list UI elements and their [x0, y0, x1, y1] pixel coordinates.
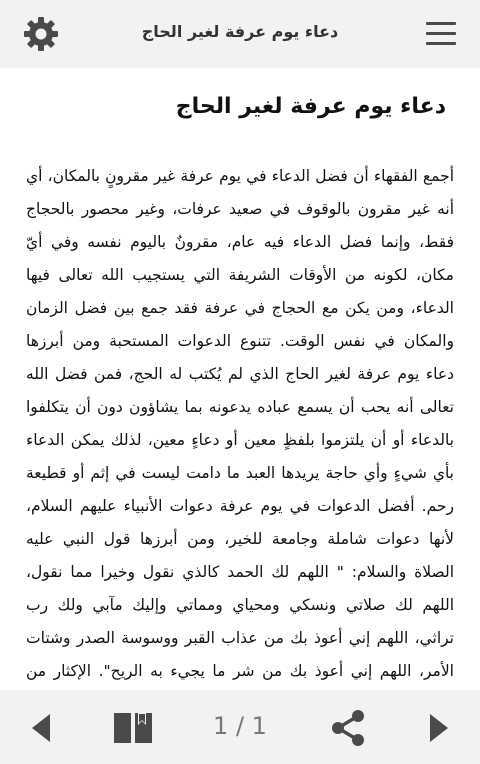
- article-body: أجمع الفقهاء أن فضل الدعاء في يوم عرفة غير مقرونٍ بالمكان، أي أنه غير مقرون بالوقوف في صعيد عرفات، وغير محصور بالحجاج فقط، وإنما فضل الدعاء فيه عام، مقرونٌ باليوم نفسه وفي أيّ مكان، لكونه من الأوقات الشريفة التي يستجيب الله تعالى فيها الدعاء، ومن يكن مع الحجاج في عرفة فقد جمع بين فضل الزمان والمكان في نفس الوقت. تتنوع الدعوات المستحبة ومن أبرزها دعاء يوم عرفة لغير الحاج الذي لم يُكتب له الحج، فمن فضل الله تعالى أنه يحب أن يسمع عباده يدعونه بما يشاؤون دون أن يتكلفوا بالدعاء أو أن يلتزموا بلفظٍ معين أو دعاءٍ معين، لذلك يمكن الدعاء بأي شيءٍ وأي حاجة يريدها العبد ما دامت ليست في إثم أو قطيعة رحم. أفضل الدعوات في يوم عرفة دعوات الأنبياء عليهم السلام، لأنها دعوات شاملة وجامعة للخير، ومن أبرزها قول النبي عليه الصلاة والسلام: " اللهم لك الحمد كالذي نقول وخيرا مما نقول، اللهم لك صلاتي ونسكي ومحياي ومماتي وإليك مآبي ولك رب تراثي، اللهم إني أعوذ بك من عذاب القبر ووسوسة الصدر وشتات الأمر، اللهم إني أعوذ بك من شر ما يجيء به الريح". الإكثار من: [26, 167, 454, 680]
- page-counter: 1 / 1: [213, 712, 267, 740]
- triangle-right-icon: [426, 712, 452, 744]
- app-bar-title: دعاء يوم عرفة لغير الحاج: [141, 22, 339, 41]
- triangle-left-icon: [28, 712, 54, 744]
- book-icon: [112, 709, 154, 747]
- bottom-navigation-bar: [0, 690, 480, 764]
- top-app-bar: [0, 0, 480, 68]
- previous-page-button[interactable]: [28, 712, 54, 748]
- share-button[interactable]: [328, 708, 368, 752]
- hamburger-menu-icon[interactable]: [426, 22, 456, 46]
- article-content[interactable]: [0, 68, 480, 690]
- bookmark-button[interactable]: [112, 709, 154, 751]
- share-icon: [328, 708, 368, 748]
- next-page-button[interactable]: [426, 712, 452, 748]
- article-heading: دعاء يوم عرفة لغير الحاج: [175, 94, 446, 119]
